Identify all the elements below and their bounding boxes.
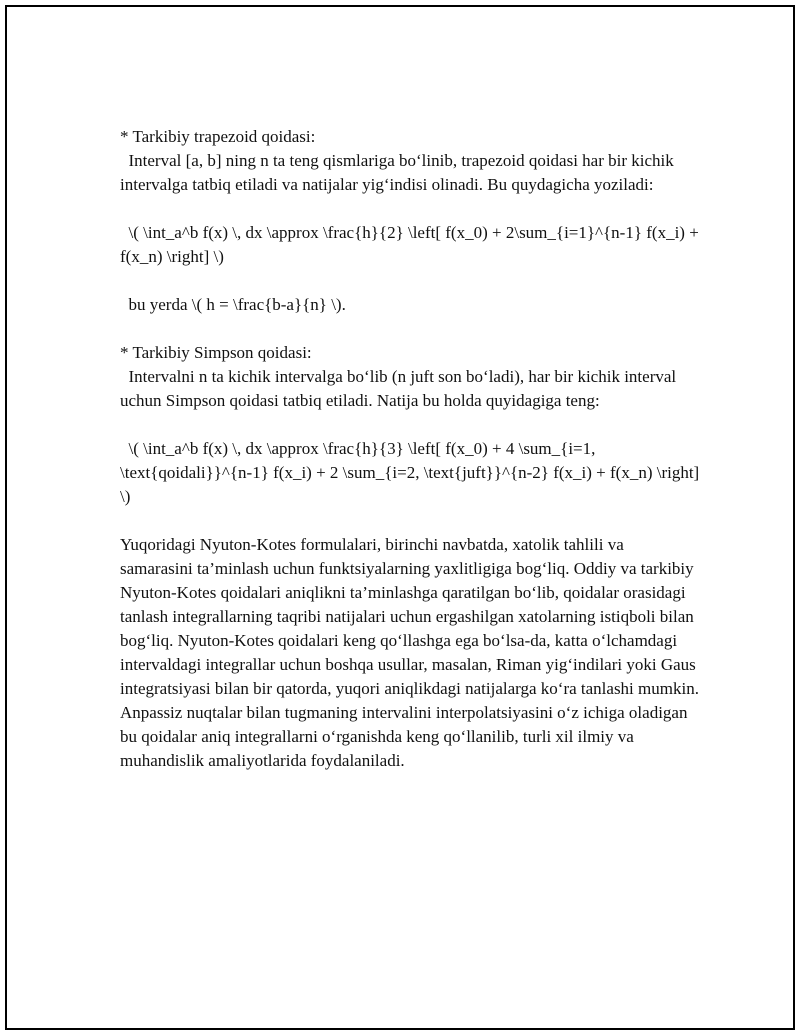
formula-block: [120, 221, 704, 269]
section-body: Intervalni n ta kichik intervalga bo‘lib (n juft son bo‘ladi), har bir kichik interval uchun Simpson qoidasi tatbiq etiladi. Natija bu holda quyidagiga teng:: [120, 367, 681, 410]
formula-note: bu yerda \( h = \frac{b-a}{n} \).: [120, 295, 346, 314]
section-heading: * Tarkibiy Simpson qoidasi:: [120, 343, 312, 362]
formula-text: \( \int_a^b f(x) \, dx \approx \frac{h}{3} \left[ f(x_0) + 4 \sum_{i=1, \text{qoidali}}^{n-1} f(x_i) + 2 \sum_{i=2, \text{juft}}^{n-2} f(x_i) + f(x_n) \right] \): [120, 439, 704, 506]
formula-text: \( \int_a^b f(x) \, dx \approx \frac{h}{2} \left[ f(x_0) + 2\sum_{i=1}^{n-1} f(x_i) + f(x_n) \right] \): [120, 223, 704, 266]
conclusion-paragraph: Yuqoridagi Nyuton-Kotes formulalari, birinchi navbatda, xatolik tahlili va samarasini ta’minlash uchun funktsiyalarning yaxlitligiga bog‘liq. Oddiy va tarkibiy Nyuton-Kotes qoidalari aniqlikni ta’minlashga qaratilgan bo‘lib, qoidalar orasidagi tanlash integrallarning taqribi natijalari uchun ergashilgan xatolarning istiqboli bilan bog‘liq. Nyuton-Kotes qoidalari keng qo‘llashga ega bo‘lsa-da, katta o‘lchamdagi intervaldagi integrallar uchun boshqa usullar, masalan, Riman yig‘indilari yoki Gaus integratsiyasi bilan bir qatorda, yuqori aniqlikdagi natijalarga ko‘ra tanlashi mumkin. Anpassiz nuqtalar bilan tugmaning intervalini interpolatsiyasini o‘z ichiga oladigan bu qoidalar aniq integrallarni o‘rganishda keng qo‘llanilib, turli xil ilmiy va muhandislik amaliyotlarida foydalaniladi.: [120, 535, 699, 770]
formula-block: [120, 437, 704, 509]
section-heading: * Tarkibiy trapezoid qoidasi:: [120, 127, 316, 146]
conclusion-block: [120, 533, 700, 773]
page-frame: [5, 5, 795, 1030]
section-trapezoid: [120, 125, 700, 197]
document-content: [120, 125, 704, 797]
section-body: Interval [a, b] ning n ta teng qismlariga bo‘linib, trapezoid qoidasi har bir kichik intervalga tatbiq etiladi va natijalar yig‘indisi olinadi. Bu quydagicha yoziladi:: [120, 151, 679, 194]
section-simpson: [120, 341, 700, 413]
note-block: [120, 293, 700, 317]
